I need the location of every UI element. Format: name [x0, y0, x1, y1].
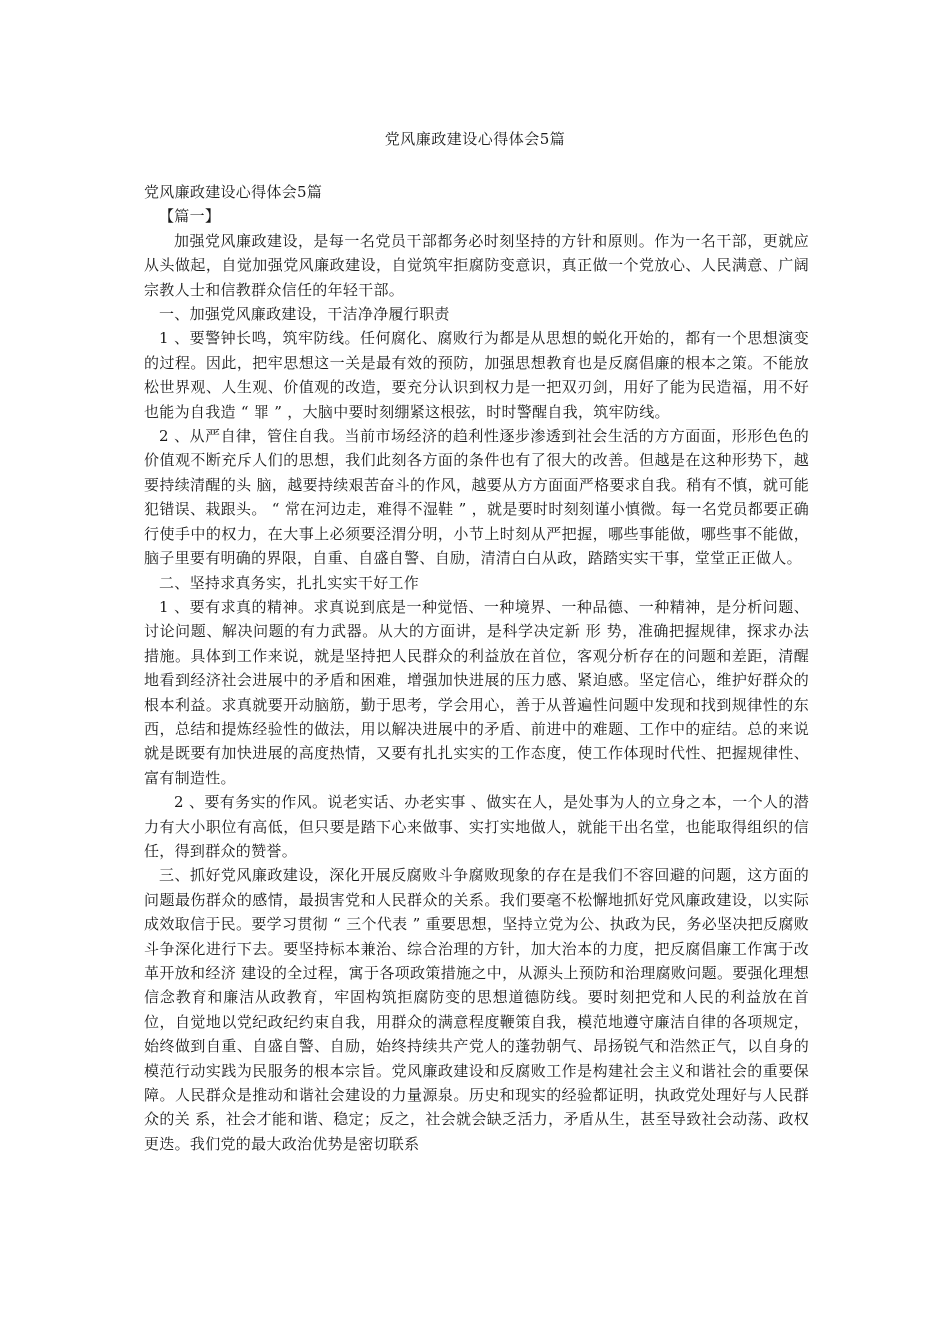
document-body: [144, 180, 809, 1156]
paragraph: 加强党风廉政建设，是每一名党员干部都务必时刻坚持的方针和原则。作为一名干部，更就应从头做起，自觉加强党风廉政建设，自觉筑牢拒腐防变意识，真正做一个党放心、人民满意、广阔宗教人士和信教群众信任的年轻干部。: [144, 231, 809, 299]
paragraph: 1 、要警钟长鸣，筑牢防线。任何腐化、腐败行为都是从思想的蜕化开始的，都有一个思想演变的过程。因此，把牢思想这一关是最有效的预防，加强思想教育也是反腐倡廉的根本之策。不能放松世界观、人生观、价值观的改造，要充分认识到权力是一把双刃剑，用好了能为民造福，用不好也能为自我造 “ 罪 ” ，大脑中要时刻绷紧这根弦，时时警醒自我，筑牢防线。: [144, 329, 809, 421]
section-heading: 二、坚持求真务实，扎扎实实干好工作: [159, 573, 420, 592]
page-title: 党风廉政建设心得体会5篇: [384, 130, 566, 148]
paragraph: 1 、要有求真的精神。求真说到底是一种觉悟、一种境界、一种品德、一种精神，是分析问题、讨论问题、解决问题的有力武器。从大的方面讲，是科学决定新 形 势，准确把握规律，探求办法措施。具体到工作来说，就是坚持把人民群众的利益放在首位，客观分析存在的问题和差距，清醒地看到经济社会进展中的矛盾和困难，增强加快进展的压力感、紧迫感。坚定信心，维护好群众的根本利益。求真就要开动脑筋，勤于思考，学会用心，善于从普遍性问题中发现和找到规律性的东西，总结和提炼经验性的做法，用以解决进展中的矛盾、前进中的难题、工作中的症结。总的来说就是既要有加快进展的高度热情，又要有扎扎实实的工作态度，使工作体现时代性、把握规律性、富有制造性。: [144, 597, 809, 787]
section-heading: 一、加强党风廉政建设，干洁净净履行职责: [159, 305, 450, 324]
paragraph: 2 、从严自律，管住自我。当前市场经济的趋利性逐步渗透到社会生活的方方面面，形形色色的价值观不断充斥人们的思想，我们此刻各方面的条件也有了很大的改善。但越是在这种形势下，越要持续清醒的头 脑，越要持续艰苦奋斗的作风，越要从方方面面严格要求自我。稍有不慎，就可能犯错误、栽跟头。 “ 常在河边走，难得不湿鞋 ” ，就是要时时刻刻谨小慎微。每一名党员都要正确行使手中的权力，在大事上必须要泾渭分明，小节上时刻从严把握，哪些事能做，哪些事不能做，脑子里要有明确的界限，自重、自盛自警、自励，清清白白从政，踏踏实实干事，堂堂正正做人。: [144, 427, 809, 568]
section-marker: 【篇一】: [159, 207, 221, 226]
document-subtitle: 党风廉政建设心得体会5篇: [144, 183, 323, 201]
paragraph: 2 、要有务实的作风。说老实话、办老实事 、做实在人，是处事为人的立身之本，一个人的潜力有大小职位有高低，但只要是踏下心来做事、实打实地做人，就能干出名堂，也能取得组织的信任，得到群众的赞誉。: [144, 793, 809, 860]
paragraph: 三、抓好党风廉政建设，深化开展反腐败斗争腐败现象的存在是我们不容回避的问题，这方面的问题最伤群众的感情，最损害党和人民群众的关系。我们要毫不松懈地抓好党风廉政建设，以实际成效取信于民。要学习贯彻 “ 三个代表 ” 重要思想，坚持立党为公、执政为民，务必坚决把反腐败斗争深化进行下去。要坚持标本兼治、综合治理的方针，加大治本的力度，把反腐倡廉工作寓于改革开放和经济 建设的全过程，寓于各项政策措施之中，从源头上预防和治理腐败问题。要强化理想信念教育和廉洁从政教育，牢固构筑拒腐防变的思想道德防线。要时刻把党和人民的利益放在首位，自觉地以党纪政纪约束自我，用群众的满意程度鞭策自我，模范地遵守廉洁自律的各项规定，始终做到自重、自盛自警、自励，始终持续共产党人的蓬勃朝气、昂扬锐气和浩然正气，以自身的模范行动实践为民服务的根本宗旨。党风廉政建设和反腐败工作是构建社会主义和谐社会的重要保障。人民群众是推动和谐社会建设的力量源泉。历史和现实的经验都证明，执政党处理好与人民群 众的关 系，社会才能和谐、稳定；反之，社会就会缺乏活力，矛盾从生，甚至导致社会动荡、政权更迭。我们党的最大政治优势是密切联系: [144, 866, 809, 1153]
